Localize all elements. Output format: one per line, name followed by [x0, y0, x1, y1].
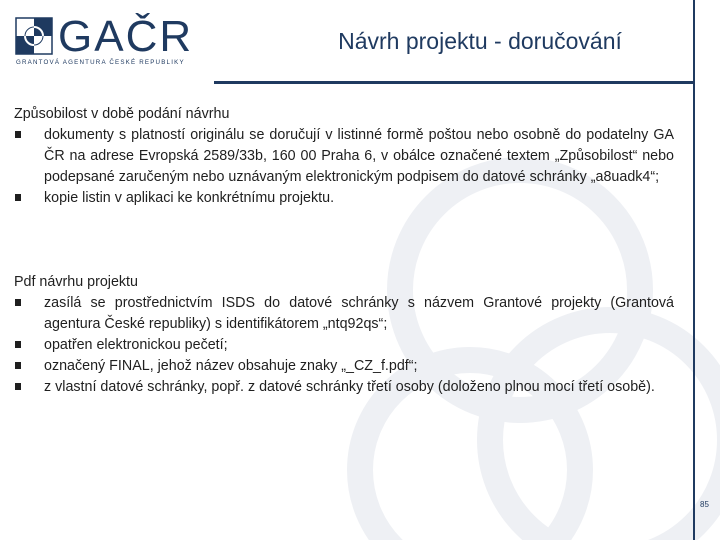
- bullet-icon: [15, 362, 21, 369]
- bullet-icon: [15, 383, 21, 390]
- bullet-list: [14, 125, 674, 209]
- section-eligibility: [14, 104, 674, 209]
- slide-title: Návrh projektu - doručování: [338, 28, 622, 54]
- bullet-item: [14, 125, 674, 188]
- bullet-item: [14, 356, 674, 377]
- side-divider: [693, 0, 695, 540]
- bullet-text: z vlastní datové schránky, popř. z datové schránky třetí osoby (doloženo plnou mocí třetí osobě).: [44, 379, 655, 395]
- gacr-logo: [14, 12, 194, 70]
- bullet-text: kopie listin v aplikaci ke konkrétnímu projektu.: [44, 190, 335, 206]
- title-underline: [214, 81, 694, 84]
- bullet-item: [14, 188, 674, 209]
- section-heading: Způsobilost v době podání návrhu: [14, 106, 230, 122]
- gacr-emblem-icon: [14, 16, 54, 56]
- bullet-icon: [15, 194, 21, 201]
- bullet-item: [14, 335, 674, 356]
- page-number: 85: [700, 500, 709, 509]
- bullet-text: označený FINAL, jehož název obsahuje znaky „_CZ_f.pdf“;: [44, 358, 418, 374]
- bullet-icon: [15, 299, 21, 306]
- bullet-list: [14, 293, 674, 398]
- bullet-text: zasílá se prostřednictvím ISDS do datové schránky s názvem Grantové projekty (Grantová agentura České republiky) s identifikátorem „ntq92qs“;: [44, 295, 674, 332]
- logo-wordmark: GAČR: [58, 12, 194, 61]
- section-heading: Pdf návrhu projektu: [14, 274, 138, 290]
- bullet-icon: [15, 341, 21, 348]
- section-pdf-proposal: [14, 272, 674, 398]
- bullet-icon: [15, 131, 21, 138]
- bullet-text: opatřen elektronickou pečetí;: [44, 337, 228, 353]
- logo-subtitle: GRANTOVÁ AGENTURA ČESKÉ REPUBLIKY: [16, 59, 185, 66]
- bullet-item: [14, 377, 674, 398]
- bullet-item: [14, 293, 674, 335]
- bullet-text: dokumenty s platností originálu se doručují v listinné formě poštou nebo osobně do podatelny GA ČR na adrese Evropská 2589/33b, 160 00 Praha 6, v obálce označené textem „Způsobilost“ nebo podepsané zaručeným nebo uznávaným elektronickým podpisem do datové schránky „a8uadk4“;: [44, 127, 674, 185]
